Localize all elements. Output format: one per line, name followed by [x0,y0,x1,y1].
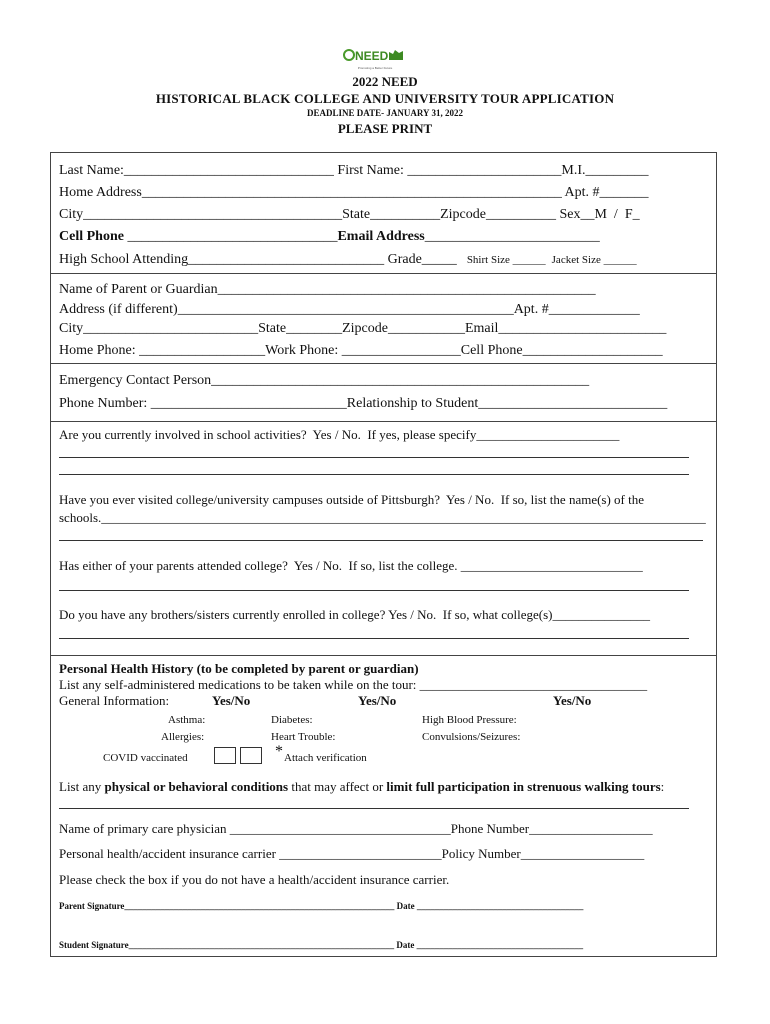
email-address-label: Email Address [337,229,425,244]
parent-phone-fields[interactable]: Home Phone: __________________Work Phone: _________________Cell Phone____________________ [59,343,663,358]
yes-no-header: Yes/No [553,693,592,708]
covid-no-checkbox[interactable] [240,747,262,764]
logo-text: NEED [355,49,389,63]
attach-asterisk: * [275,743,283,760]
health-history-title: Personal Health History (to be completed by parent or guardian) [59,661,419,676]
answer-line[interactable] [59,590,689,591]
logo-tagline: Promoting a Better Future [357,66,393,70]
need-logo [343,47,407,73]
question-parents-college[interactable]: Has either of your parents attended college? Yes / No. If so, list the college. ____________________________ [59,558,643,573]
cell-email-row [59,229,600,245]
covid-yes-checkbox[interactable] [214,747,236,764]
name-fields[interactable]: Last Name:______________________________ First Name: ______________________M.I._________ [59,163,649,178]
email-address-field[interactable]: _________________________ [424,229,600,244]
emergency-contact-field[interactable]: Emergency Contact Person______________________________________________________ [59,373,590,388]
answer-line[interactable] [59,540,703,541]
shirt-size-field[interactable]: Shirt Size ______ [466,254,546,266]
school-row [59,252,637,268]
convulsions-field[interactable]: Convulsions/Seizures: [422,731,521,743]
physician-phone-fields[interactable]: Name of primary care physician __________________________________Phone Number___________________ [59,821,653,836]
parent-name-field[interactable]: Name of Parent or Guardian______________________________________________________ [59,282,596,297]
deadline-date: DEADLINE DATE- JANUARY 31, 2022 [307,108,463,118]
heart-trouble-field[interactable]: Heart Trouble: [271,731,336,743]
question-campus-visits: Have you ever visited college/university campuses outside of Pittsburgh? Yes / No. If so, list the name(s) of the [59,492,645,507]
medications-field[interactable]: List any self-administered medications to be taken while on the tour: ___________________________________ [59,677,648,692]
parent-city-state-zip-email-fields[interactable]: City_________________________State________Zipcode___________Email________________________ [59,321,667,336]
home-address-field[interactable]: Home Address____________________________________________________________ Apt. #_______ [59,185,649,200]
emergency-phone-relationship-fields[interactable]: Phone Number: ____________________________Relationship to Student___________________________ [59,396,668,411]
covid-vaccinated-label: COVID vaccinated [103,752,188,764]
attach-verification-note: Attach verification [284,752,367,764]
jacket-size-field[interactable]: Jacket Size ______ [551,254,637,266]
answer-line[interactable] [59,474,689,475]
asthma-field[interactable]: Asthma: [168,714,206,726]
insurance-policy-fields[interactable]: Personal health/accident insurance carrier _________________________Policy Number___________________ [59,846,645,861]
covid-checkboxes [214,747,266,764]
question-school-activities[interactable]: Are you currently involved in school activities? Yes / No. If yes, please specify______________________ [59,427,620,442]
allergies-field[interactable]: Allergies: [161,731,205,743]
parent-signature-field[interactable]: Parent Signature____________________________________________________________ Date _____________________________________ [59,901,584,911]
conditions-question: List any physical or behavioral conditions that may affect or limit full participation in strenuous walking tours: [59,779,665,794]
please-print: PLEASE PRINT [337,121,433,136]
student-signature-field[interactable]: Student Signature___________________________________________________________ Date _____________________________________ [59,940,584,950]
high-blood-pressure-field[interactable]: High Blood Pressure: [422,714,517,726]
form-title: HISTORICAL BLACK COLLEGE AND UNIVERSITY TOUR APPLICATION [155,91,615,106]
campus-visits-answer[interactable]: schools._____________________________________________________________________________________________ [59,510,706,525]
yes-no-header: Yes/No [212,693,251,708]
city-state-zip-sex-fields[interactable]: City_____________________________________State__________Zipcode__________ Sex__M / F_ [59,207,640,222]
cell-phone-label: Cell Phone [59,229,128,244]
cell-phone-field[interactable]: ______________________________ [127,229,338,244]
answer-line[interactable] [59,457,689,458]
diabetes-field[interactable]: Diabetes: [271,714,313,726]
conditions-answer-line[interactable] [59,808,689,809]
form-year-title: 2022 NEED [352,74,418,89]
general-information-label: General Information: [59,693,170,708]
no-insurance-note: Please check the box if you do not have a health/accident insurance carrier. [59,872,450,887]
emergency-contact-section [50,363,717,422]
parent-address-field[interactable]: Address (if different)________________________________________________Apt. #_____________ [59,302,640,317]
yes-no-header: Yes/No [358,693,397,708]
high-school-grade-fields[interactable]: High School Attending____________________________ Grade_____ [59,252,457,267]
question-siblings-college[interactable]: Do you have any brothers/sisters currently enrolled in college? Yes / No. If so, what college(s)_______________ [59,607,651,622]
answer-line[interactable] [59,638,689,639]
